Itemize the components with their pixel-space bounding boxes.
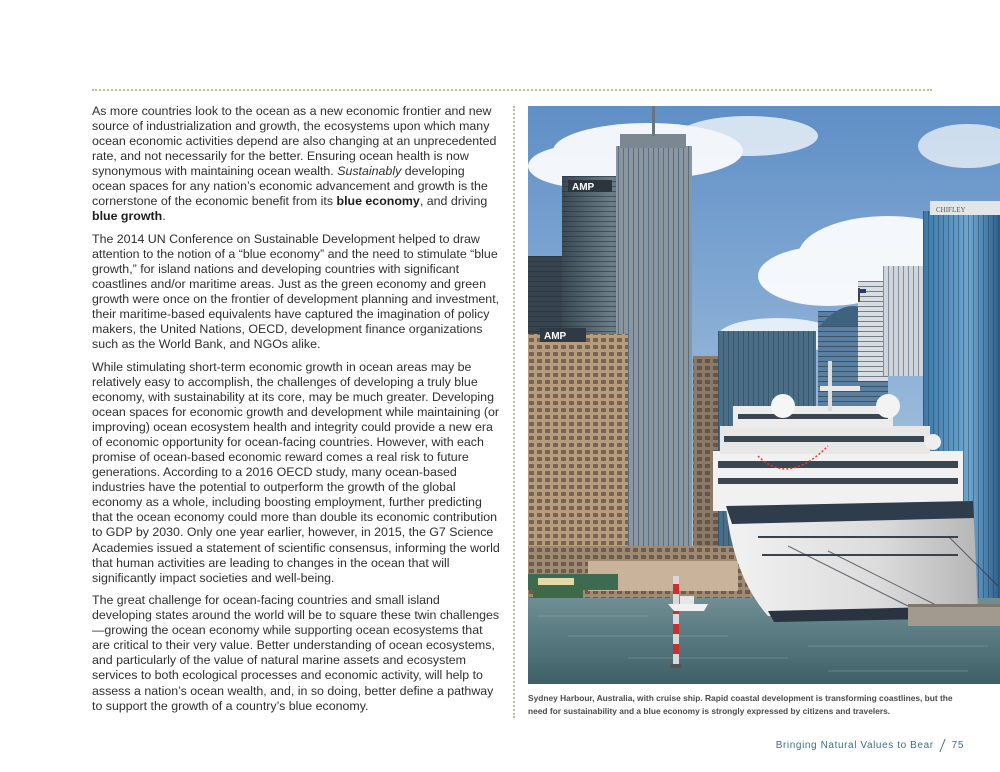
p1-text-c: , and driving: [419, 194, 488, 209]
p1-text-a: As more countries look to the ocean as a new economic frontier and new source of industrialization and growth, the ecosystems upon which many ocean economic activities depend are also changing at an unprecedented rate, and not necessarily for the better. Ensuring ocean health is now synonymous with maintaining ocean wealth.: [92, 104, 497, 179]
photo-caption: Sydney Harbour, Australia, with cruise ship. Rapid coastal development is transforming coastlines, but the need for sustainability and a blue economy is strongly expressed by citizens and travelers.: [528, 693, 953, 716]
term-blue-economy: blue economy: [336, 194, 420, 209]
paragraph-3: While stimulating short-term economic growth in ocean areas may be relatively easy to accomplish, the challenges of developing a truly blue economy, with sustainability at its core, may be much greater. Developing ocean spaces for economic growth and development while maintaining (or improving) ocean ecosystem health and integrity could provide a new era of economic opportunity for ocean-facing countries. However, with each promise of ocean-based economic reward comes a real risk to future generations. According to a 2016 OECD study, many ocean-based industries have the potential to outperform the growth of the global economy as a whole, including boosting employment, further predicting that the ocean economy could more than double its economic contribution to GDP by 2030. Only one year earlier, however, in 2015, the G7 Science Academies issued a statement of scientific consensus, informing the world that human activities are leading to changes in the ocean that will significantly impact societies and well-being.: [92, 359, 500, 585]
top-dotted-rule: [92, 89, 932, 91]
p1-text-b: developing ocean spaces for any nation’s economic advancement and growth is the cornerstone of the economic benefit from its: [92, 164, 488, 209]
amp-sign-lower: AMP: [544, 331, 567, 342]
term-blue-growth: blue growth: [92, 209, 163, 224]
p1-text-d: .: [162, 209, 166, 224]
p1-emphasis: Sustainably: [337, 164, 402, 179]
tower-sign: CHIFLEY: [936, 206, 966, 214]
article-body: [92, 104, 500, 721]
running-title: Bringing Natural Values to Bear: [775, 740, 934, 751]
column-dotted-rule: [513, 106, 515, 718]
page-footer: [776, 739, 964, 752]
paragraph-4: The great challenge for ocean-facing countries and small island developing states around the world will be to square these twin challenges—growing the ocean economy while supporting ocean ecosystems that are critical to their very value. Better understanding of ocean ecosystems, and particularly of the value of natural marine assets and ecosystem services to both ecological processes and economic activity, will help to assess a nation’s ocean wealth, and, in so doing, better define a pathway to support the growth of a country’s blue economy.: [92, 593, 500, 713]
amp-sign-upper: AMP: [572, 182, 595, 193]
harbour-photo: [528, 106, 1000, 684]
footer-slash-divider: [939, 739, 945, 752]
paragraph-1: [92, 104, 500, 224]
paragraph-2: The 2014 UN Conference on Sustainable Development helped to draw attention to the notion of a “blue economy” and the need to stimulate “blue growth,” for island nations and developing countries with significant coastlines and/or maritime areas. Just as the green economy and green growth were once on the frontier of development planning and investment, their maritime-based equivalents have captured the imagination of policy makers, the United Nations, OECD, development finance organizations such as the World Bank, and NGOs alike.: [92, 231, 500, 352]
page-number: 75: [951, 740, 964, 751]
